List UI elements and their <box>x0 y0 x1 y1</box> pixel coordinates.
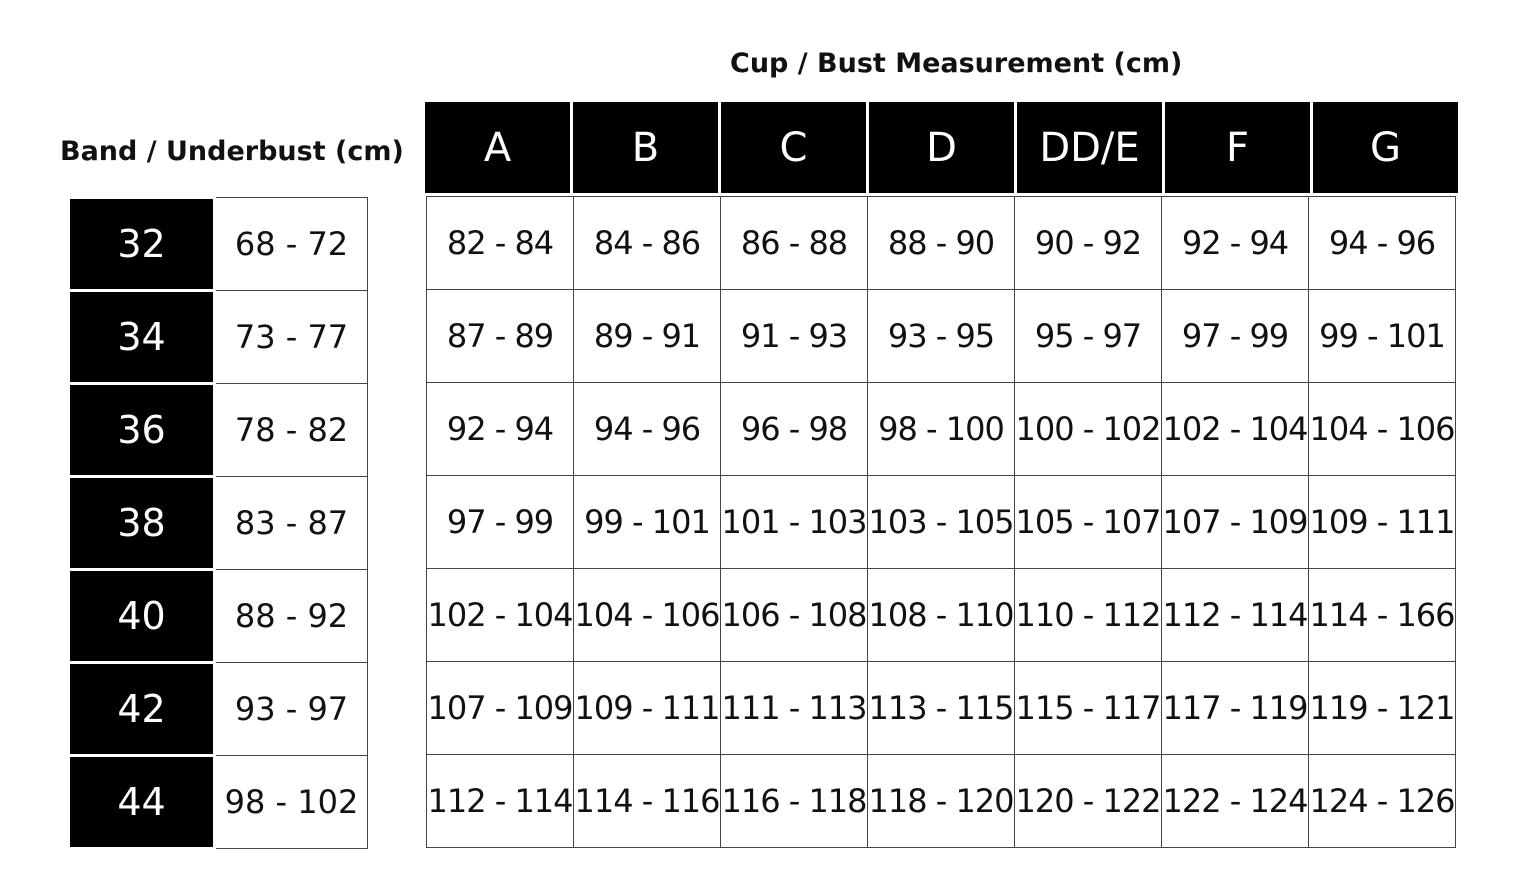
bust-range: 97 - 99 <box>427 476 574 569</box>
bust-range: 110 - 112 <box>1015 569 1162 662</box>
band-size: 44 <box>70 756 215 849</box>
underbust-range: 73 - 77 <box>215 291 368 384</box>
bust-range: 100 - 102 <box>1015 383 1162 476</box>
bust-range: 99 - 101 <box>574 476 721 569</box>
bust-range: 107 - 109 <box>427 662 574 755</box>
bust-range: 95 - 97 <box>1015 290 1162 383</box>
bust-range: 114 - 166 <box>1309 569 1456 662</box>
bust-range: 101 - 103 <box>721 476 868 569</box>
bust-range: 114 - 116 <box>574 755 721 848</box>
cup-header-dd-e: DD/E <box>1016 102 1164 193</box>
bust-range: 106 - 108 <box>721 569 868 662</box>
bust-range: 99 - 101 <box>1309 290 1456 383</box>
underbust-range: 78 - 82 <box>215 384 368 477</box>
band-size: 40 <box>70 570 215 663</box>
band-row <box>70 384 368 477</box>
underbust-range: 83 - 87 <box>215 477 368 570</box>
bust-range: 82 - 84 <box>427 197 574 290</box>
bust-range: 88 - 90 <box>868 197 1015 290</box>
bust-range: 104 - 106 <box>574 569 721 662</box>
bust-range: 92 - 94 <box>1162 197 1309 290</box>
band-table <box>70 196 368 850</box>
bust-range: 111 - 113 <box>721 662 868 755</box>
cup-header-a: A <box>425 102 572 193</box>
bust-row <box>427 755 1456 848</box>
bust-range: 93 - 95 <box>868 290 1015 383</box>
bust-range: 103 - 105 <box>868 476 1015 569</box>
underbust-range: 68 - 72 <box>215 198 368 291</box>
band-row <box>70 291 368 384</box>
bust-range: 109 - 111 <box>574 662 721 755</box>
bust-range: 120 - 122 <box>1015 755 1162 848</box>
bust-range: 94 - 96 <box>574 383 721 476</box>
underbust-range: 88 - 92 <box>215 570 368 663</box>
bust-range: 86 - 88 <box>721 197 868 290</box>
bust-range: 108 - 110 <box>868 569 1015 662</box>
band-size: 36 <box>70 384 215 477</box>
cup-bust-title: Cup / Bust Measurement (cm) <box>730 48 1183 79</box>
band-size: 32 <box>70 198 215 291</box>
bust-range: 89 - 91 <box>574 290 721 383</box>
bust-row <box>427 197 1456 290</box>
cup-header-b: B <box>572 102 720 193</box>
bust-table <box>426 196 1456 848</box>
band-size: 38 <box>70 477 215 570</box>
cup-header-f: F <box>1164 102 1312 193</box>
bust-range: 97 - 99 <box>1162 290 1309 383</box>
bust-range: 124 - 126 <box>1309 755 1456 848</box>
band-row <box>70 570 368 663</box>
bust-row <box>427 662 1456 755</box>
bust-row <box>427 476 1456 569</box>
bust-range: 84 - 86 <box>574 197 721 290</box>
underbust-range: 98 - 102 <box>215 756 368 849</box>
bust-range: 105 - 107 <box>1015 476 1162 569</box>
band-row <box>70 756 368 849</box>
cup-header-row <box>425 102 1458 193</box>
band-size: 34 <box>70 291 215 384</box>
bust-range: 107 - 109 <box>1162 476 1309 569</box>
band-row <box>70 663 368 756</box>
underbust-range: 93 - 97 <box>215 663 368 756</box>
bust-range: 102 - 104 <box>1162 383 1309 476</box>
bust-range: 96 - 98 <box>721 383 868 476</box>
bust-range: 104 - 106 <box>1309 383 1456 476</box>
bust-range: 118 - 120 <box>868 755 1015 848</box>
bust-range: 116 - 118 <box>721 755 868 848</box>
bust-range: 112 - 114 <box>427 755 574 848</box>
band-row <box>70 477 368 570</box>
bust-range: 91 - 93 <box>721 290 868 383</box>
bust-range: 102 - 104 <box>427 569 574 662</box>
bust-range: 90 - 92 <box>1015 197 1162 290</box>
bust-range: 119 - 121 <box>1309 662 1456 755</box>
cup-header-d: D <box>868 102 1016 193</box>
bust-range: 109 - 111 <box>1309 476 1456 569</box>
bust-range: 113 - 115 <box>868 662 1015 755</box>
bust-row <box>427 569 1456 662</box>
bust-range: 112 - 114 <box>1162 569 1309 662</box>
band-size: 42 <box>70 663 215 756</box>
bust-range: 94 - 96 <box>1309 197 1456 290</box>
bust-row <box>427 290 1456 383</box>
band-underbust-title: Band / Underbust (cm) <box>60 136 404 167</box>
bust-row <box>427 383 1456 476</box>
bust-range: 117 - 119 <box>1162 662 1309 755</box>
bust-range: 87 - 89 <box>427 290 574 383</box>
cup-header-g: G <box>1312 102 1459 193</box>
bust-range: 115 - 117 <box>1015 662 1162 755</box>
bust-range: 98 - 100 <box>868 383 1015 476</box>
cup-header-c: C <box>720 102 868 193</box>
bust-range: 92 - 94 <box>427 383 574 476</box>
band-row <box>70 198 368 291</box>
bust-range: 122 - 124 <box>1162 755 1309 848</box>
